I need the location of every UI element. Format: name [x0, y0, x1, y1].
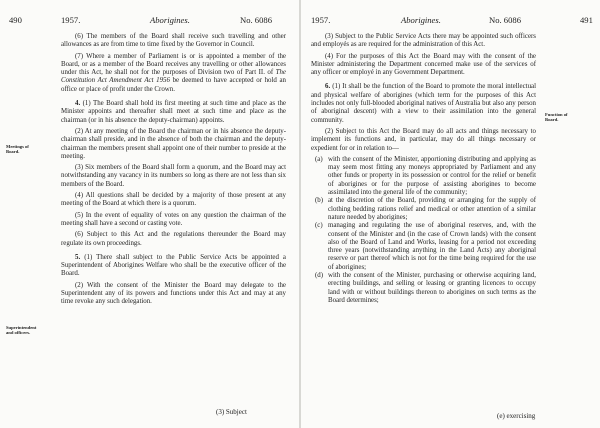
para: (7) Where a member of Parliament is or is appointed a member of the Board, or as a member of the Board receives any travelling or other allowances under this Act, he shall not for the purposes of Division two of Part II. of The Constitution Act Amendment Act 1956 be deemed to have accepted or hold an office or place of profit under the Crown. [61, 52, 286, 93]
left-year: 1957. [61, 15, 81, 25]
para: (2) At any meeting of the Board the chairman or in his absence the deputy-chairman shall preside, and in the absence of both the chairman and the deputy-chairman the members present shall appoint one of their number to preside at the meeting. [61, 127, 286, 160]
left-title: Aborigines. [150, 15, 190, 25]
list-item: (a) with the consent of the Minister, apportioning distributing and applying as may seem most fitting any moneys appropriated by Parliament and any other funds or property in its possession or control for the relief or benefit of aborigines or for the purpose of assisting aborigines to become assimilated into the general life of the community; [315, 155, 536, 197]
para: (3) Subject to the Public Service Acts there may be appointed such officers and employés as are required for the administration of this Act. [311, 33, 536, 49]
para: (5) In the event of equality of votes on any question the chairman of the meeting shall have a second or casting vote. [61, 211, 286, 227]
left-page [0, 0, 299, 428]
para: (4) All questions shall be decided by a majority of those present at any meeting of the Board at which there is a quorum. [61, 192, 286, 208]
left-act-no: No. 6086 [240, 15, 272, 25]
para: (6) The members of the Board shall receive such travelling and other allowances as are from time to time fixed by the Governor in Council. [61, 33, 286, 49]
section-number: 4. [75, 100, 81, 108]
right-page-number: 491 [580, 15, 593, 25]
left-catchword: (3) Subject [216, 408, 247, 416]
margin-note-function: Function of Board. [545, 112, 568, 123]
para: (2) With the consent of the Minister the Board may delegate to the Superintendent any of its powers and functions under this Act and may at any time revoke any such delegation. [61, 281, 286, 306]
list-item: (c) managing and regulating the use of aboriginal reserves, and, with the consent of the Minister and (in the case of Crown lands) with the consent also of the Board of Land and Works, leasing for a period not exceeding three years (notwithstanding anything in the Land Acts) any aboriginal reserve or part thereof which is not for the time being required for the use of aborigines; [315, 222, 536, 271]
right-page [301, 0, 600, 428]
section-4-para: 4. (1) The Board shall hold its first meeting at such time and place as the Minister appoints and thereafter shall meet at such time and place as the chairman (or in his absence the deputy-chairman) appoints. [61, 100, 286, 124]
margin-note-superintendent: Superintendent and officers. [6, 325, 37, 336]
para: (6) Subject to this Act and the regulations thereunder the Board may regulate its own proceedings. [61, 231, 286, 247]
left-page-number: 490 [9, 15, 22, 25]
margin-note-meetings: Meetings of Board. [6, 144, 29, 155]
list-item: (d) with the consent of the Minister, purchasing or otherwise acquiring land, erecting buildings, and selling or leasing or granting licences to occupy land with or without buildings thereon to aborigines on such terms as the Board determines; [315, 272, 536, 304]
section-5-para: 5. (1) There shall subject to the Public Service Acts be appointed a Superintendent of Aborigines Welfare who shall be the executive officer of the Board. [61, 253, 286, 278]
para: (3) Six members of the Board shall form a quorum, and the Board may act notwithstanding any vacancy in its numbers so long as there are not less than six members of the Board. [61, 164, 286, 188]
right-year: 1957. [311, 15, 331, 25]
act-reference: The Constitution Act Amendment Act 1956 [61, 69, 286, 85]
para: (2) Subject to this Act the Board may do all acts and things necessary to implement its functions and, in particular, may do all things necessary or expedient for or in relation to— [311, 127, 536, 152]
para: (4) For the purposes of this Act the Board may with the consent of the Minister administering the Department concerned make use of the services of any officer or employé in any Government Department. [311, 52, 536, 77]
right-act-no: No. 6086 [489, 15, 521, 25]
section-number: 5. [75, 253, 81, 261]
right-catchword: (e) exercising [497, 412, 536, 420]
right-title: Aborigines. [401, 15, 441, 25]
left-text-column [61, 33, 286, 310]
section-6-para: 6. (1) It shall be the function of the Board to promote the moral intellectual and physical welfare of aborigines (which term for the purposes of this Act includes not only full-blooded aboriginal natives of Australia but also any person of aboriginal descent) with a view to their assimilation into the general community. [311, 83, 536, 124]
right-text-column [311, 33, 536, 305]
powers-list [315, 156, 536, 305]
list-item: (b) at the discretion of the Board, providing or arranging for the supply of clothing bedding rations relief and medical or other attention of a similar nature needed by aborigines; [315, 197, 536, 221]
section-number: 6. [325, 83, 331, 91]
